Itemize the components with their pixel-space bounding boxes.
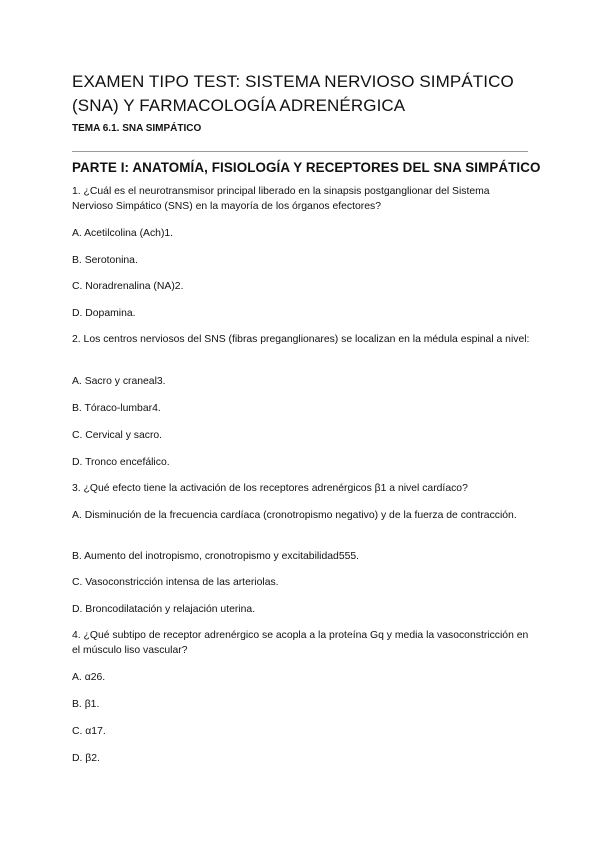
- question-option: B. Tóraco-lumbar4.: [72, 403, 161, 414]
- question-option: D. Tronco encefálico.: [72, 457, 170, 468]
- question-option: C. Noradrenalina (NA)2.: [72, 281, 184, 292]
- question-option: D. Dopamina.: [72, 308, 136, 319]
- question-text: 2. Los centros nerviosos del SNS (fibras preganglionares) se localizan en la médula espinal a nivel:: [72, 334, 530, 345]
- question-text: 3. ¿Qué efecto tiene la activación de los receptores adrenérgicos β1 a nivel cardíaco?: [72, 483, 468, 494]
- question-option: A. Acetilcolina (Ach)1.: [72, 228, 174, 239]
- question-option: A. Sacro y craneal3.: [72, 376, 166, 387]
- document-subtitle: TEMA 6.1. SNA SIMPÁTICO: [72, 123, 202, 134]
- question-option: B. β1.: [72, 699, 100, 710]
- question-option: D. β2.: [72, 753, 100, 764]
- part-heading: PARTE I: ANATOMÍA, FISIOLOGÍA Y RECEPTORES DEL SNA SIMPÁTICO: [72, 160, 541, 175]
- question-option: C. Cervical y sacro.: [72, 430, 163, 441]
- question-option: D. Broncodilatación y relajación uterina.: [72, 604, 256, 615]
- section-divider: [72, 151, 528, 152]
- question-option: A. Disminución de la frecuencia cardíaca (cronotropismo negativo) y de la fuerza de contracción.: [72, 510, 517, 521]
- question-text: 1. ¿Cuál es el neurotransmisor principal liberado en la sinapsis postganglionar del Sistema Nervioso Simpático (SNS) en la mayoría de los órganos efectores?: [72, 186, 490, 212]
- question-option: C. α17.: [72, 726, 106, 737]
- question-option: A. α26.: [72, 672, 106, 683]
- question-text: 4. ¿Qué subtipo de receptor adrenérgico se acopla a la proteína Gq y media la vasoconstricción en el músculo liso vascular?: [72, 630, 529, 656]
- document-title: EXAMEN TIPO TEST: SISTEMA NERVIOSO SIMPÁTICO (SNA) Y FARMACOLOGÍA ADRENÉRGICA: [72, 72, 514, 115]
- question-option: C. Vasoconstricción intensa de las arteriolas.: [72, 577, 279, 588]
- question-option: B. Aumento del inotropismo, cronotropismo y excitabilidad555.: [72, 551, 360, 562]
- question-option: B. Serotonina.: [72, 255, 138, 266]
